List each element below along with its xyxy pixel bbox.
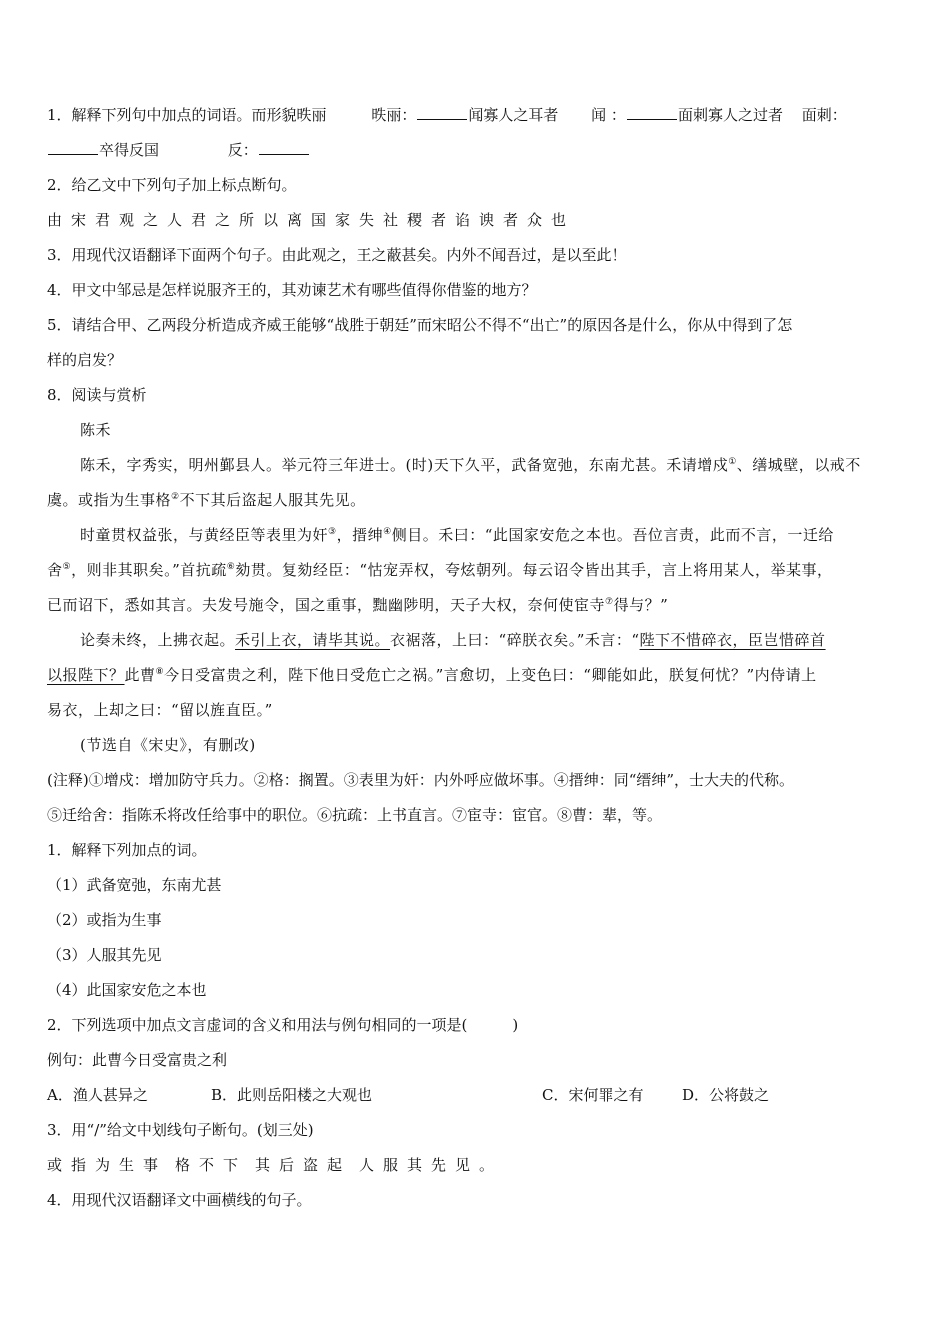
sub-question-2: 2．下列选项中加点文言虚词的含义和用法与例句相同的一项是( ): [47, 1016, 519, 1034]
passage-text: 论奏未终，上拂衣起。: [80, 631, 236, 649]
footnote-marker: ③: [328, 527, 337, 537]
q1-label-3: 面刺：: [801, 106, 847, 124]
passage-text: 此曹: [124, 666, 156, 684]
passage-p2-line-3: [47, 588, 907, 623]
q1-sentence-3: 面刺寡人之过者: [677, 106, 783, 124]
passage-p1-line-1: [47, 448, 907, 483]
question-2: 2．给乙文中下列句子加上标点断句。: [47, 176, 297, 194]
answer-blank[interactable]: [48, 140, 98, 155]
passage-text: 不下其后盗起人服其先见。: [179, 491, 366, 509]
passage-text: 陈禾，字秀实，明州鄞县人。举元符三年进士。(时)天下久平，武备宽弛，东南尤甚。禾请增戍: [80, 456, 729, 474]
passage-text: 得与？”: [613, 596, 669, 614]
passage-text: ，搢绅: [336, 526, 384, 544]
sentence-segment: 其后盗起: [255, 1156, 352, 1174]
passage-text: 虞。或指为生事格: [47, 491, 172, 509]
q1-text: 解释下列句中加点的词语。而形貌昳丽: [71, 106, 327, 124]
q1-sentence-2: 闻寡人之耳者: [468, 106, 559, 124]
document-page: [47, 98, 907, 1218]
item-3: （3）人服其先见: [47, 946, 162, 964]
footnote-marker: ②: [171, 492, 180, 502]
passage-text: 时童贯权益张，与黄经臣等表里为奸: [80, 526, 329, 544]
question-1-line-2: [47, 133, 907, 168]
notes-line-2: ⑤迁给舍：指陈禾将改任给事中的职位。⑥抗疏：上书直言。⑦宦寺：宦官。⑧曹：辈，等。: [47, 806, 663, 824]
sub-question-3-sentence: [47, 1148, 907, 1183]
passage-p3-line-2: [47, 658, 907, 693]
footnote-marker: ⑥: [226, 562, 236, 572]
options-row: [47, 1078, 907, 1113]
sub-question-4: 4．用现代汉语翻译文中画横线的句子。: [47, 1191, 312, 1209]
option-b[interactable]: B．此则岳阳楼之大观也: [211, 1086, 373, 1104]
answer-blank[interactable]: [259, 140, 309, 155]
example-sentence: 例句：此曹今日受富贵之利: [47, 1051, 228, 1069]
footnote-marker: ⑦: [605, 597, 614, 607]
footnote-marker: ④: [383, 527, 392, 537]
underlined-sentence: 禾引上衣，请毕其说。: [235, 631, 391, 649]
footnote-marker: ⑧: [155, 667, 165, 677]
notes-line-1: (注释)①增戍：增加防守兵力。②格：搁置。③表里为奸：内外呼应做坏事。④搢绅：同“缙绅”，士大夫的代称。: [47, 771, 795, 789]
passage-text: 今日受富贵之利，陛下他日受危亡之祸。”言愈切，上变色曰：“卿能如此，朕复何忧？”内侍请上: [164, 666, 817, 684]
passage-title: 陈禾: [80, 421, 112, 439]
sentence-segment: 格不下: [175, 1156, 248, 1174]
question-1-line: [47, 98, 907, 133]
option-d[interactable]: D．公将鼓之: [682, 1086, 770, 1104]
question-3: 3．用现代汉语翻译下面两个句子。由此观之，王之蔽甚矣。内外不闻吾过，是以至此！: [47, 246, 627, 264]
underlined-sentence: 以报陛下？: [47, 666, 125, 684]
passage-source: (节选自《宋史》，有删改): [80, 736, 256, 754]
sub-question-3: 3．用“/”给文中划线句子断句。(划三处): [47, 1121, 314, 1139]
passage-text: 舍: [47, 561, 63, 579]
underlined-sentence: 陛下不惜碎衣，臣岂惜碎首: [639, 631, 826, 649]
answer-blank[interactable]: [417, 105, 467, 120]
footnote-marker: ①: [728, 457, 737, 467]
passage-text: 、缮城壁，以戒不: [736, 456, 861, 474]
sentence-segment: 人服其先见。: [359, 1156, 504, 1174]
option-a[interactable]: A．渔人甚异之: [47, 1086, 148, 1104]
footnote-marker: ⑤: [62, 562, 72, 572]
question-2-sentence: 由宋君观之人君之所以离国家失社稷者谄谀者众也: [47, 211, 576, 229]
answer-blank[interactable]: [627, 105, 677, 120]
passage-p1-line-2: [47, 483, 907, 518]
passage-p3-line-3: 易衣，上却之曰：“留以旌直臣。”: [47, 701, 273, 719]
q1-label-2: 闻 ：: [591, 106, 626, 124]
question-5-line-2: 样的启发？: [47, 351, 123, 369]
passage-text: 已而诏下，悉如其言。夫发号施令，国之重事，黜幽陟明，天子大权，奈何使宦寺: [47, 596, 606, 614]
q1-label-1: 昳丽：: [371, 106, 417, 124]
item-1: （1）武备宽弛，东南尤甚: [47, 876, 222, 894]
sentence-segment: 或指为生事: [47, 1156, 168, 1174]
question-5-line-1: 5．请结合甲、乙两段分析造成齐威王能够“战胜于朝廷”而宋昭公不得不“出亡”的原因各是什么，你从中得到了怎: [47, 316, 793, 334]
option-c[interactable]: C．宋何罪之有: [542, 1086, 644, 1104]
passage-p2-line-1: [47, 518, 907, 553]
passage-text: 衣裾落，上曰：“碎朕衣矣。”禾言：“: [390, 631, 640, 649]
question-4: 4．甲文中邹忌是怎样说服齐王的，其劝谏艺术有哪些值得你借鉴的地方？: [47, 281, 537, 299]
item-4: （4）此国家安危之本也: [47, 981, 207, 999]
q1-label-4: 反：: [227, 141, 258, 159]
passage-p2-line-2: [47, 553, 907, 588]
item-2: （2）或指为生事: [47, 911, 162, 929]
passage-text: 侧目。禾曰：“此国家安危之本也。吾位言责，此而不言，一迁给: [391, 526, 834, 544]
passage-p3-line-1: [47, 623, 907, 658]
q1-sentence-4: 卒得反国: [99, 141, 160, 159]
passage-text: 劾贯。复劾经臣：“怙宠弄权，夸炫朝列。每云诏令皆出其手，言上将用某人，举某事，: [235, 561, 833, 579]
section-heading: 8．阅读与赏析: [47, 386, 147, 404]
passage-text: ，则非其职矣。”首抗疏: [71, 561, 227, 579]
sub-question-1: 1．解释下列加点的词。: [47, 841, 207, 859]
q1-number: 1．: [47, 106, 72, 124]
